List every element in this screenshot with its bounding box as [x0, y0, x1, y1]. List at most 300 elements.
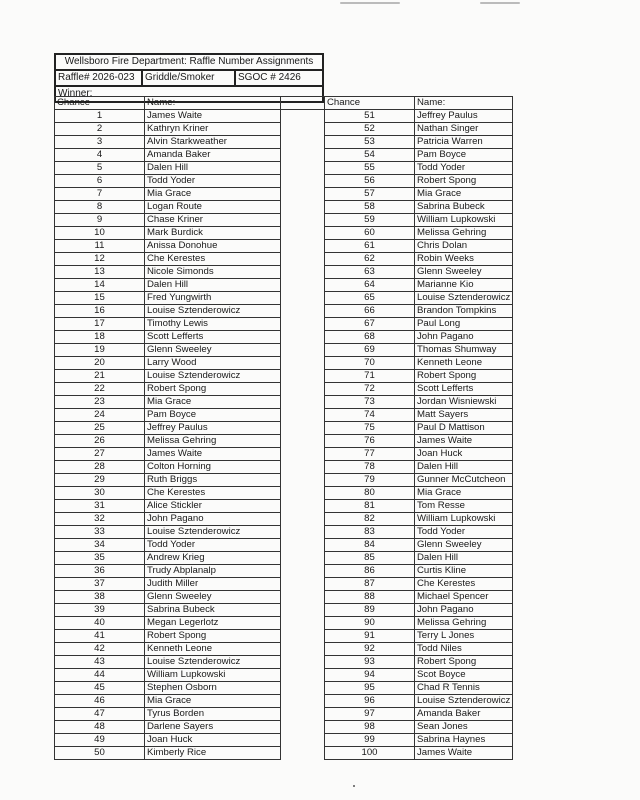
entrant-name: Terry L Jones [415, 630, 513, 643]
table-row [55, 747, 281, 760]
table-row [325, 539, 513, 552]
chance-number: 29 [55, 474, 145, 487]
entrant-name: Melissa Gehring [415, 617, 513, 630]
prize-name: Griddle/Smoker [143, 71, 236, 85]
entrant-name: Matt Sayers [415, 409, 513, 422]
entrant-name: Todd Yoder [415, 162, 513, 175]
table-row [55, 188, 281, 201]
entrant-name: Robert Spong [415, 175, 513, 188]
chance-number: 77 [325, 448, 415, 461]
table-row [55, 656, 281, 669]
table-row [55, 279, 281, 292]
table-row [55, 409, 281, 422]
table-row [55, 240, 281, 253]
table-row [325, 474, 513, 487]
raffle-table-right [324, 96, 513, 760]
chance-number: 25 [55, 422, 145, 435]
entrant-name: Melissa Gehring [145, 435, 281, 448]
table-row [325, 305, 513, 318]
chance-number: 28 [55, 461, 145, 474]
chance-number: 59 [325, 214, 415, 227]
table-row [325, 734, 513, 747]
table-row [55, 669, 281, 682]
chance-number: 79 [325, 474, 415, 487]
table-row [325, 630, 513, 643]
chance-number: 56 [325, 175, 415, 188]
entrant-name: Paul D Mattison [415, 422, 513, 435]
chance-number: 98 [325, 721, 415, 734]
chance-number: 88 [325, 591, 415, 604]
table-row [55, 136, 281, 149]
table-row [55, 708, 281, 721]
table-row [325, 721, 513, 734]
entrant-name: Robert Spong [145, 383, 281, 396]
entrant-name: Paul Long [415, 318, 513, 331]
table-row [55, 461, 281, 474]
table-row [325, 175, 513, 188]
chance-number: 26 [55, 435, 145, 448]
table-row [55, 201, 281, 214]
chance-number: 47 [55, 708, 145, 721]
raffle-table-left [54, 96, 281, 760]
table-row [55, 214, 281, 227]
table-row [325, 409, 513, 422]
table-gap-cell [280, 96, 324, 110]
table-row [325, 123, 513, 136]
entrant-name: Mia Grace [145, 188, 281, 201]
entrant-name: James Waite [415, 747, 513, 760]
chance-number: 32 [55, 513, 145, 526]
sgoc-number: SGOC # 2426 [238, 72, 301, 83]
chance-number: 97 [325, 708, 415, 721]
entrant-name: Scott Lefferts [145, 331, 281, 344]
chance-number: 16 [55, 305, 145, 318]
chance-number: 92 [325, 643, 415, 656]
chance-number: 13 [55, 266, 145, 279]
chance-number: 48 [55, 721, 145, 734]
entrant-name: Kenneth Leone [145, 643, 281, 656]
table-row [325, 500, 513, 513]
column-header-name: Name: [415, 97, 513, 110]
entrant-name: Jeffrey Paulus [415, 110, 513, 123]
table-row [325, 487, 513, 500]
table-row [55, 292, 281, 305]
chance-number: 91 [325, 630, 415, 643]
chance-number: 3 [55, 136, 145, 149]
table-row [325, 578, 513, 591]
entrant-name: Tyrus Borden [145, 708, 281, 721]
chance-number: 67 [325, 318, 415, 331]
table-row [55, 162, 281, 175]
table-row [55, 110, 281, 123]
table-row [325, 266, 513, 279]
entrant-name: Jeffrey Paulus [145, 422, 281, 435]
entrant-name: Sabrina Haynes [415, 734, 513, 747]
chance-number: 37 [55, 578, 145, 591]
entrant-name: Andrew Krieg [145, 552, 281, 565]
chance-number: 57 [325, 188, 415, 201]
entrant-name: Ruth Briggs [145, 474, 281, 487]
chance-number: 35 [55, 552, 145, 565]
entrant-name: Amanda Baker [415, 708, 513, 721]
table-row [55, 591, 281, 604]
chance-number: 54 [325, 149, 415, 162]
table-row [325, 435, 513, 448]
chance-number: 68 [325, 331, 415, 344]
chance-number: 61 [325, 240, 415, 253]
entrant-name: Jordan Wisniewski [415, 396, 513, 409]
entrant-name: Sean Jones [415, 721, 513, 734]
entrant-name: Pam Boyce [415, 149, 513, 162]
entrant-name: Logan Route [145, 201, 281, 214]
chance-number: 86 [325, 565, 415, 578]
table-row [325, 110, 513, 123]
raffle-number: Raffle# 2026-023 [56, 71, 143, 85]
table-row [325, 708, 513, 721]
chance-number: 99 [325, 734, 415, 747]
chance-number: 36 [55, 565, 145, 578]
table-row [325, 318, 513, 331]
chance-number: 71 [325, 370, 415, 383]
chance-number: 65 [325, 292, 415, 305]
chance-number: 95 [325, 682, 415, 695]
entrant-name: John Pagano [415, 604, 513, 617]
raffle-info-row [56, 71, 322, 87]
table-row [55, 487, 281, 500]
scan-artifact [340, 2, 400, 4]
table-row [55, 357, 281, 370]
chance-number: 21 [55, 370, 145, 383]
entrant-name: Timothy Lewis [145, 318, 281, 331]
table-row [55, 331, 281, 344]
chance-number: 52 [325, 123, 415, 136]
chance-number: 2 [55, 123, 145, 136]
table-row [325, 357, 513, 370]
entrant-name: Brandon Tompkins [415, 305, 513, 318]
entrant-name: Colton Horning [145, 461, 281, 474]
entrant-name: Stephen Osborn [145, 682, 281, 695]
entrant-name: Sabrina Bubeck [145, 604, 281, 617]
chance-number: 19 [55, 344, 145, 357]
table-row [55, 318, 281, 331]
chance-number: 7 [55, 188, 145, 201]
entrant-name: Robert Spong [415, 370, 513, 383]
entrant-name: Kimberly Rice [145, 747, 281, 760]
entrant-name: Chad R Tennis [415, 682, 513, 695]
document-title: Wellsboro Fire Department: Raffle Number Assignments [56, 55, 322, 71]
chance-number: 93 [325, 656, 415, 669]
entrant-name: Che Kerestes [415, 578, 513, 591]
table-row [325, 565, 513, 578]
chance-number: 39 [55, 604, 145, 617]
entrant-name: Glenn Sweeley [145, 344, 281, 357]
table-row [325, 383, 513, 396]
chance-number: 9 [55, 214, 145, 227]
chance-number: 15 [55, 292, 145, 305]
entrant-name: Nathan Singer [415, 123, 513, 136]
entrant-name: Sabrina Bubeck [415, 201, 513, 214]
table-row [55, 513, 281, 526]
chance-number: 66 [325, 305, 415, 318]
chance-number: 100 [325, 747, 415, 760]
entrant-name: Robin Weeks [415, 253, 513, 266]
entrant-name: Larry Wood [145, 357, 281, 370]
chance-number: 14 [55, 279, 145, 292]
chance-number: 20 [55, 357, 145, 370]
chance-number: 46 [55, 695, 145, 708]
entrant-name: Dalen Hill [145, 162, 281, 175]
chance-number: 87 [325, 578, 415, 591]
chance-number: 96 [325, 695, 415, 708]
table-row [55, 604, 281, 617]
entrant-name: Mia Grace [145, 695, 281, 708]
chance-number: 76 [325, 435, 415, 448]
table-row [325, 526, 513, 539]
table-row [325, 149, 513, 162]
chance-number: 40 [55, 617, 145, 630]
table-row [325, 682, 513, 695]
table-row [325, 396, 513, 409]
chance-number: 5 [55, 162, 145, 175]
chance-number: 80 [325, 487, 415, 500]
table-row [325, 292, 513, 305]
table-row [55, 474, 281, 487]
chance-number: 1 [55, 110, 145, 123]
chance-number: 94 [325, 669, 415, 682]
entrant-name: Fred Yungwirth [145, 292, 281, 305]
table-row [325, 331, 513, 344]
entrant-name: Louise Sztenderowicz [415, 695, 513, 708]
table-row [55, 565, 281, 578]
entrant-name: Glenn Sweeley [145, 591, 281, 604]
table-row [55, 175, 281, 188]
entrant-name: Kenneth Leone [415, 357, 513, 370]
entrant-name: Alvin Starkweather [145, 136, 281, 149]
entrant-name: Pam Boyce [145, 409, 281, 422]
entrant-name: Robert Spong [415, 656, 513, 669]
table-row [325, 279, 513, 292]
entrant-name: Michael Spencer [415, 591, 513, 604]
table-row [325, 253, 513, 266]
chance-number: 81 [325, 500, 415, 513]
chance-number: 70 [325, 357, 415, 370]
chance-number: 24 [55, 409, 145, 422]
chance-number: 31 [55, 500, 145, 513]
table-row [55, 149, 281, 162]
entrant-name: Dalen Hill [415, 552, 513, 565]
entrant-name: Curtis Kline [415, 565, 513, 578]
entrant-name: Marianne Kio [415, 279, 513, 292]
table-row [325, 513, 513, 526]
table-row [325, 214, 513, 227]
table-row [325, 617, 513, 630]
chance-number: 22 [55, 383, 145, 396]
chance-number: 23 [55, 396, 145, 409]
table-row [55, 578, 281, 591]
table-row [55, 526, 281, 539]
entrant-name: Judith Miller [145, 578, 281, 591]
table-row [325, 344, 513, 357]
chance-number: 49 [55, 734, 145, 747]
chance-number: 10 [55, 227, 145, 240]
entrant-name: James Waite [145, 448, 281, 461]
chance-number: 89 [325, 604, 415, 617]
table-row [55, 305, 281, 318]
entrant-name: Joan Huck [415, 448, 513, 461]
entrant-name: Chris Dolan [415, 240, 513, 253]
chance-number: 44 [55, 669, 145, 682]
entrant-name: Dalen Hill [145, 279, 281, 292]
entrant-name: Glenn Sweeley [415, 266, 513, 279]
table-row [55, 539, 281, 552]
entrant-name: William Lupkowski [145, 669, 281, 682]
table-row [325, 461, 513, 474]
entrant-name: Todd Niles [415, 643, 513, 656]
table-row [325, 643, 513, 656]
entrant-name: John Pagano [145, 513, 281, 526]
chance-number: 18 [55, 331, 145, 344]
chance-number: 69 [325, 344, 415, 357]
chance-number: 30 [55, 487, 145, 500]
entrant-name: Che Kerestes [145, 253, 281, 266]
chance-number: 85 [325, 552, 415, 565]
table-header-row [55, 97, 281, 110]
table-row [55, 695, 281, 708]
entrant-name: Thomas Shumway [415, 344, 513, 357]
table-row [55, 123, 281, 136]
chance-number: 8 [55, 201, 145, 214]
chance-number: 38 [55, 591, 145, 604]
chance-number: 4 [55, 149, 145, 162]
entrant-name: Louise Sztenderowicz [415, 292, 513, 305]
table-row [55, 630, 281, 643]
entrant-name: Melissa Gehring [415, 227, 513, 240]
table-row [55, 448, 281, 461]
entrant-name: Che Kerestes [145, 487, 281, 500]
entrant-name: Todd Yoder [415, 526, 513, 539]
column-header-chance: Chance [325, 97, 415, 110]
entrant-name: Todd Yoder [145, 539, 281, 552]
table-row [55, 734, 281, 747]
entrant-name: Scot Boyce [415, 669, 513, 682]
table-row [55, 682, 281, 695]
chance-number: 12 [55, 253, 145, 266]
table-row [55, 227, 281, 240]
table-row [325, 695, 513, 708]
chance-number: 41 [55, 630, 145, 643]
entrant-name: Glenn Sweeley [415, 539, 513, 552]
table-row [55, 617, 281, 630]
table-row [55, 370, 281, 383]
entrant-name: James Waite [415, 435, 513, 448]
table-row [325, 552, 513, 565]
table-row [55, 383, 281, 396]
entrant-name: James Waite [145, 110, 281, 123]
table-row [55, 435, 281, 448]
scan-artifact [480, 2, 520, 4]
table-row [325, 162, 513, 175]
table-row [55, 500, 281, 513]
chance-number: 55 [325, 162, 415, 175]
chance-number: 64 [325, 279, 415, 292]
chance-number: 43 [55, 656, 145, 669]
chance-number: 82 [325, 513, 415, 526]
table-row [55, 721, 281, 734]
table-row [55, 266, 281, 279]
table-row [55, 253, 281, 266]
entrant-name: Gunner McCutcheon [415, 474, 513, 487]
chance-number: 63 [325, 266, 415, 279]
chance-number: 34 [55, 539, 145, 552]
entrant-name: Trudy Abplanalp [145, 565, 281, 578]
entrant-name: Louise Sztenderowicz [145, 370, 281, 383]
entrant-name: Tom Resse [415, 500, 513, 513]
chance-number: 83 [325, 526, 415, 539]
entrant-name: Robert Spong [145, 630, 281, 643]
table-row [325, 669, 513, 682]
entrant-name: Mia Grace [415, 188, 513, 201]
table-row [325, 422, 513, 435]
table-row [325, 201, 513, 214]
table-row [325, 448, 513, 461]
entrant-name: Dalen Hill [415, 461, 513, 474]
entrant-name: Kathryn Kriner [145, 123, 281, 136]
entrant-name: Mark Burdick [145, 227, 281, 240]
table-row [55, 552, 281, 565]
chance-number: 72 [325, 383, 415, 396]
table-row [325, 656, 513, 669]
table-row [325, 188, 513, 201]
chance-number: 62 [325, 253, 415, 266]
chance-number: 33 [55, 526, 145, 539]
chance-number: 78 [325, 461, 415, 474]
winner-label: Winner: [58, 88, 93, 99]
column-header-chance: Chance [55, 97, 145, 110]
entrant-name: Nicole Simonds [145, 266, 281, 279]
table-row [55, 344, 281, 357]
chance-number: 42 [55, 643, 145, 656]
entrant-name: Amanda Baker [145, 149, 281, 162]
entrant-name: John Pagano [415, 331, 513, 344]
table-row [55, 422, 281, 435]
table-row [55, 396, 281, 409]
entrant-name: William Lupkowski [415, 214, 513, 227]
chance-number: 27 [55, 448, 145, 461]
table-header-row [325, 97, 513, 110]
table-row [325, 591, 513, 604]
entrant-name: Megan Legerlotz [145, 617, 281, 630]
entrant-name: Anissa Donohue [145, 240, 281, 253]
entrant-name: William Lupkowski [415, 513, 513, 526]
chance-number: 75 [325, 422, 415, 435]
chance-number: 90 [325, 617, 415, 630]
chance-number: 51 [325, 110, 415, 123]
entrant-name: Mia Grace [145, 396, 281, 409]
chance-number: 84 [325, 539, 415, 552]
entrant-name: Darlene Sayers [145, 721, 281, 734]
table-row [325, 747, 513, 760]
chance-number: 73 [325, 396, 415, 409]
entrant-name: Scott Lefferts [415, 383, 513, 396]
scan-speck [353, 785, 355, 787]
entrant-name: Todd Yoder [145, 175, 281, 188]
table-row [325, 370, 513, 383]
entrant-name: Chase Kriner [145, 214, 281, 227]
entrant-name: Alice Stickler [145, 500, 281, 513]
table-row [325, 604, 513, 617]
chance-number: 58 [325, 201, 415, 214]
entrant-name: Louise Sztenderowicz [145, 656, 281, 669]
